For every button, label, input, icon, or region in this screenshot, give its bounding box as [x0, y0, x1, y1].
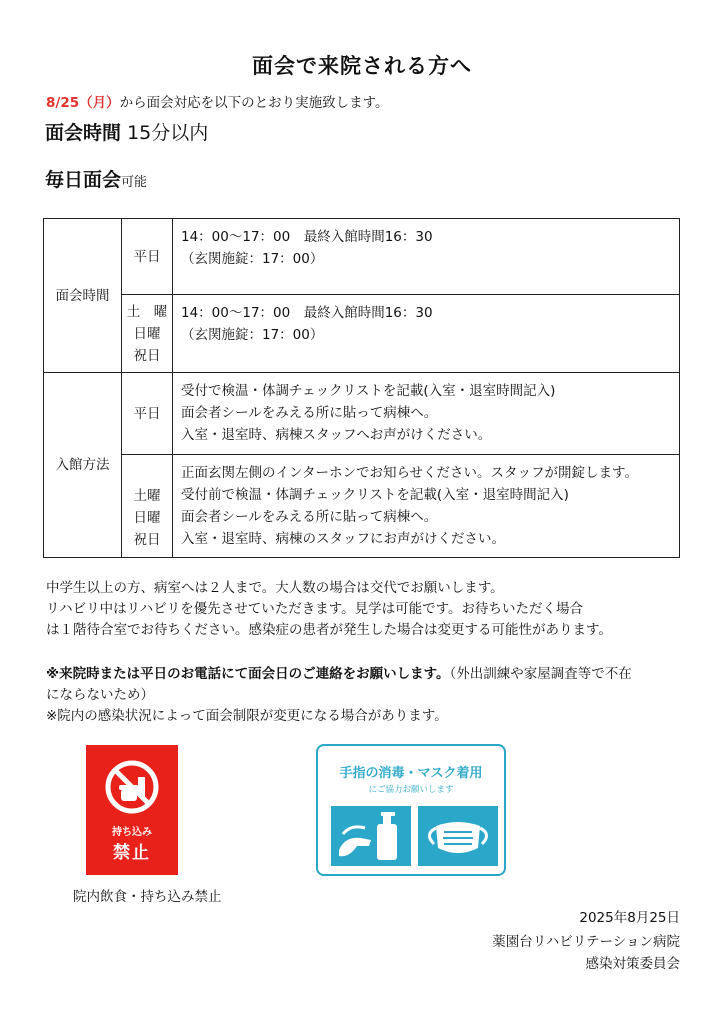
mask-panel [418, 806, 498, 866]
footer-committee: 感染対策委員会 [585, 956, 680, 972]
detail-line: 入室・退室時、病棟のスタッフにお声がけください。 [181, 531, 505, 547]
table-row [44, 219, 680, 295]
detail-line: （玄関施錠：17：00） [181, 327, 324, 343]
note-line: リハビリ中はリハビリを優先させていただきます。見学は可能です。お待ちいただく場合 [46, 601, 584, 617]
no-food-line1: 持ち込み [112, 827, 152, 838]
daily-visit [45, 165, 147, 192]
detail-line: 14：00〜17：00 最終入館時間16：30 [181, 229, 433, 245]
notice-line [46, 91, 389, 111]
no-food-caption: 院内飲食・持ち込み禁止 [73, 889, 222, 905]
day-label: 土曜 [133, 488, 161, 504]
page-title: 面会で来院される方へ [252, 54, 472, 78]
detail-line: 面会者シールをみえる所に貼って病棟へ。 [181, 509, 438, 525]
detail-cell [173, 455, 680, 558]
detail-line: 受付で検温・体調チェックリストを記載(入室・退室時間記入) [181, 383, 556, 399]
table-row [44, 295, 680, 373]
hand-sanitizer-icon [331, 806, 411, 866]
day-label: 祝日 [133, 532, 161, 548]
important-rest: （外出訓練や家屋調査等で不在 [449, 666, 632, 682]
no-food-sign [86, 745, 178, 875]
detail-line: （玄関施錠：17：00） [181, 251, 324, 267]
no-food-line2: 禁止 [113, 843, 151, 863]
hours-category-cell: 面会時間 [44, 219, 122, 373]
important-line [46, 664, 632, 685]
day-cell [122, 455, 173, 558]
day-cell: 平日 [122, 219, 173, 295]
face-mask-icon [418, 806, 498, 866]
entry-category-cell: 入館方法 [44, 373, 122, 558]
visit-info-table [43, 218, 680, 558]
day-cell: 平日 [122, 373, 173, 455]
important-line: にならないため） [46, 687, 154, 703]
day-label: 祝日 [133, 347, 161, 364]
mask-sign-title: 手指の消毒・マスク着用 [339, 766, 483, 781]
detail-cell [173, 219, 680, 295]
detail-line: 正面玄関左側のインターホンでお知らせください。スタッフが開錠します。 [181, 465, 638, 481]
notes-block [46, 578, 612, 641]
start-date: 8/25（月） [46, 95, 120, 111]
detail-line: 入室・退室時、病棟スタッフへお声がけください。 [181, 427, 492, 443]
note-line: 中学生以上の方、病室へは２人まで。大人数の場合は交代でお願いします。 [46, 580, 504, 596]
visit-limit-label: 面会時間 [45, 122, 122, 144]
detail-cell [173, 373, 680, 455]
daily-visit-suffix: 可能 [121, 175, 148, 190]
notice-text: から面会対応を以下のとおり実施致します。 [119, 95, 389, 111]
day-label: 日曜 [133, 510, 161, 526]
important-bold: ※来院時または平日のお電話にて面会日のご連絡をお願いします。 [46, 666, 450, 682]
day-label: 土 曜 [126, 303, 168, 320]
footer-hospital: 薬園台リハビリテーション病院 [492, 934, 680, 950]
table-row [44, 373, 680, 455]
hand-sanitizer-panel [331, 806, 411, 866]
detail-line: 面会者シールをみえる所に貼って病棟へ。 [181, 405, 438, 421]
day-cell [122, 295, 173, 373]
visit-limit [45, 118, 208, 145]
detail-line: 14：00〜17：00 最終入館時間16：30 [181, 305, 433, 321]
detail-cell [173, 295, 680, 373]
footer-date: 2025年8月25日 [579, 910, 680, 926]
table-row [44, 455, 680, 558]
note-line: は１階待合室でお待ちください。感染症の患者が発生した場合は変更する可能性があります。 [46, 622, 612, 638]
no-food-icon [104, 759, 160, 815]
daily-visit-label: 毎日面会 [45, 169, 122, 191]
day-label: 日曜 [133, 325, 161, 342]
mask-sanitize-sign [316, 744, 506, 876]
detail-line: 受付前で検温・体調チェックリストを記載(入室・退室時間記入) [181, 487, 569, 503]
mask-sign-subtitle: にご協力お願いします [368, 785, 454, 795]
visit-limit-value: 15分以内 [127, 122, 209, 144]
important-line: ※院内の感染状況によって面会制限が変更になる場合があります。 [46, 708, 448, 724]
important-notes [46, 664, 632, 727]
